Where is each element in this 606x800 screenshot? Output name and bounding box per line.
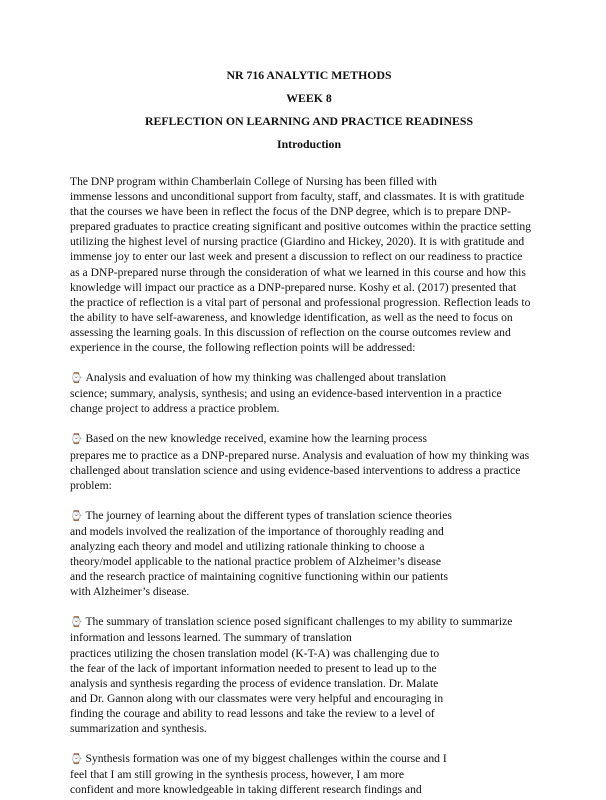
point-line <box>70 431 548 447</box>
point-line: practices utilizing the chosen translation model (K-T-A) was challenging due to <box>70 646 440 660</box>
intro-line: that the courses we have been in reflect the focus of the DNP degree, which is to prepare DNP- <box>70 205 511 219</box>
point-text: Based on the new knowledge received, examine how the learning process <box>85 432 428 446</box>
bullet-icon: ⌚ <box>70 617 83 629</box>
point-text: Analysis and evaluation of how my thinking was challenged about translation <box>85 371 447 385</box>
reflection-point-3 <box>70 508 548 600</box>
bullet-icon: ⌚ <box>70 373 83 385</box>
intro-line: The DNP program within Chamberlain College of Nursing has been filled with <box>70 175 437 188</box>
point-line: prepares me to practice as a DNP-prepared nurse. Analysis and evaluation of how my thinking was <box>70 448 530 462</box>
point-line: and models involved the realization of the importance of thoroughly reading and <box>70 524 444 538</box>
intro-line: utilizing the highest level of nursing practice (Giardino and Hickey, 2020). It is with gratitude and <box>70 235 525 249</box>
point-line <box>70 370 548 386</box>
point-line: analysis and synthesis regarding the process of evidence translation. Dr. Malate <box>70 676 439 690</box>
document-title: REFLECTION ON LEARNING AND PRACTICE READINESS <box>144 114 474 128</box>
bullet-icon: ⌚ <box>70 510 83 522</box>
intro-line: immense lessons and unconditional support from faculty, staff, and classmates. It is with gratitude <box>70 190 525 204</box>
point-line: and Dr. Gannon along with our classmates were very helpful and encouraging in <box>70 691 444 705</box>
course-heading: NR 716 ANALYTIC METHODS <box>226 68 392 82</box>
intro-line: immense joy to enter our last week and present a discussion to reflect on our readiness to practice <box>70 250 523 264</box>
point-line: with Alzheimer’s disease. <box>70 585 190 599</box>
point-text: The summary of translation science posed significant challenges to my ability to summarize <box>85 615 513 629</box>
reflection-point-4 <box>70 614 548 736</box>
reflection-point-1 <box>70 370 548 416</box>
point-line: and the research practice of maintaining cognitive functioning within our patients <box>70 570 448 584</box>
point-line: confident and more knowledgeable in taking different research findings and <box>70 783 422 797</box>
intro-line: assessing the learning goals. In this discussion of reflection on the course outcomes review and <box>70 325 511 339</box>
week-heading: WEEK 8 <box>286 91 332 105</box>
point-line: challenged about translation science and using evidence-based interventions to address a practice <box>70 463 521 477</box>
point-line: change project to address a practice problem. <box>70 402 280 416</box>
point-line <box>70 751 548 767</box>
point-line: science; summary, analysis, synthesis; and using an evidence-based intervention in a practice <box>70 387 502 401</box>
point-line: problem: <box>70 478 112 492</box>
intro-line: the practice of reflection is a vital part of personal and professional progression. Reflection leads to <box>70 295 531 309</box>
point-line: analyzing each theory and model and utilizing rationale thinking to choose a <box>70 539 425 553</box>
bullet-icon: ⌚ <box>70 754 83 766</box>
intro-line: as a DNP-prepared nurse through the consideration of what we learned in this course and how this <box>70 265 526 279</box>
section-heading: Introduction <box>276 137 342 151</box>
intro-paragraph <box>70 174 548 355</box>
point-line: feel that I am still growing in the synthesis process, however, I am more <box>70 768 405 782</box>
intro-line: knowledge will impact our practice as a DNP-prepared nurse. Koshy et al. (2017) presented that <box>70 280 517 294</box>
point-line: summarization and synthesis. <box>70 722 207 735</box>
intro-line: experience in the course, the following reflection points will be addressed: <box>70 341 416 355</box>
point-line: information and lessons learned. The summary of translation <box>70 631 352 645</box>
point-line <box>70 614 548 630</box>
point-line: finding the courage and ability to read lessons and take the review to a level of <box>70 706 435 720</box>
bullet-icon: ⌚ <box>70 434 83 446</box>
point-line <box>70 508 548 524</box>
point-text: Synthesis formation was one of my biggest challenges within the course and I <box>85 752 447 766</box>
intro-line: prepared graduates to practice creating significant and positive outcomes within the practice setting <box>70 220 532 234</box>
point-text: The journey of learning about the different types of translation science theories <box>85 508 452 522</box>
point-line: theory/model applicable to the national practice problem of Alzheimer’s disease <box>70 555 441 569</box>
intro-line: the ability to have self-awareness, and knowledge identification, as well as the need to focus on <box>70 310 513 324</box>
reflection-point-5 <box>70 751 548 797</box>
point-line: the fear of the lack of important information needed to present to lead up to the <box>70 661 437 675</box>
reflection-point-2 <box>70 431 548 492</box>
